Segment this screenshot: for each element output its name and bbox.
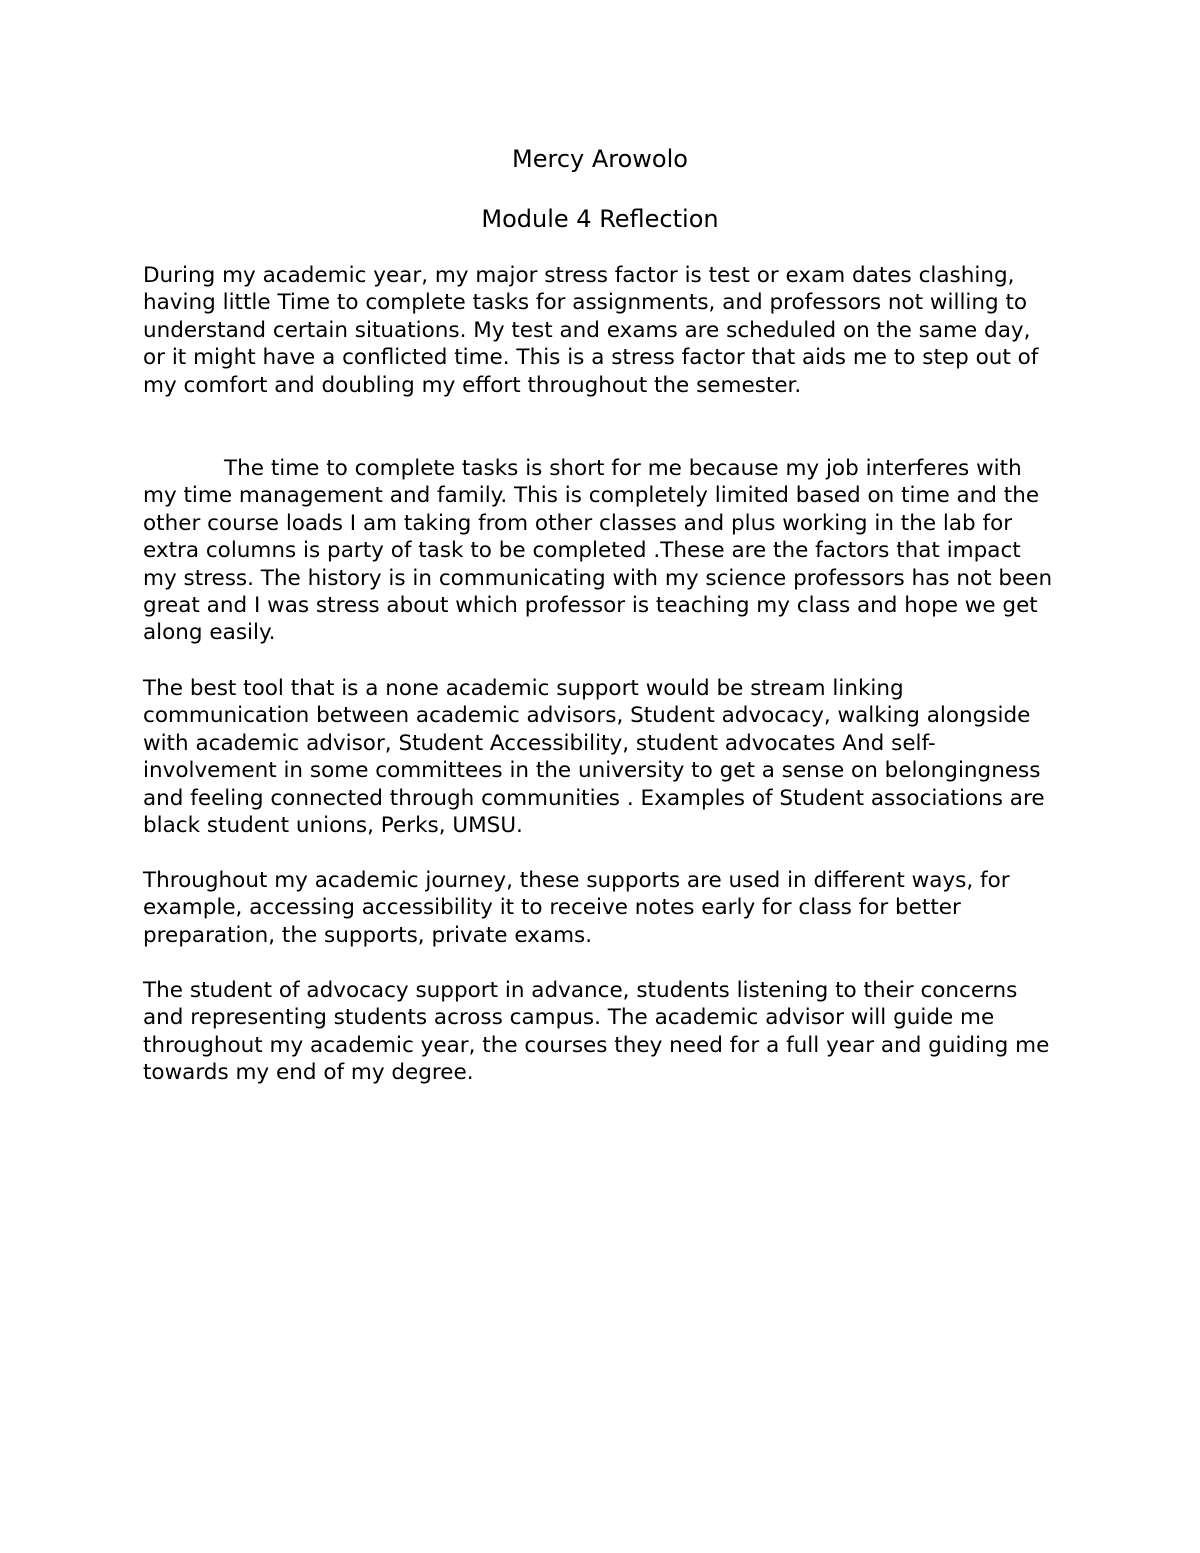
document-title: Module 4 Reflection [481,205,719,233]
author-name: Mercy Arowolo [512,145,688,173]
paragraph-time-management: The time to complete tasks is short for me because my job interferes with my time management and family. This is completely limited based on time and the other course loads I am taking from other classes and plus working in the lab for extra columns is party of task to be completed .These are the factors that impact my stress. The history is in communicating with my science professors has not been great and I was stress about which professor is teaching my class and hope we get along easily. [143,456,1053,646]
paragraph-advocacy-advisor: The student of advocacy support in advance, students listening to their concerns and representing students across campus. The academic advisor will guide me throughout my academic year, the courses they need for a full year and guiding me towards my end of my degree. [143,978,1050,1086]
paragraph-stress-factors: During my academic year, my major stress factor is test or exam dates clashing, having little Time to complete tasks for assignments, and professors not willing to understand certain situations. My test and exams are scheduled on the same day, or it might have a conflicted time. This is a stress factor that aids me to step out of my comfort and doubling my effort throughout the semester. [143,263,1039,398]
paragraph-support-tools: The best tool that is a none academic support would be stream linking communication between academic advisors, Student advocacy, walking alongside with academic advisor, Student Accessibility, student advocates And self-involvement in some committees in the university to get a sense on belongingness and feeling connected through communities . Examples of Student associations are black student unions, Perks, UMSU. [143,676,1045,839]
paragraph-support-usage: Throughout my academic journey, these supports are used in different ways, for example, accessing accessibility it to receive notes early for class for better preparation, the supports, private exams. [143,868,1010,948]
